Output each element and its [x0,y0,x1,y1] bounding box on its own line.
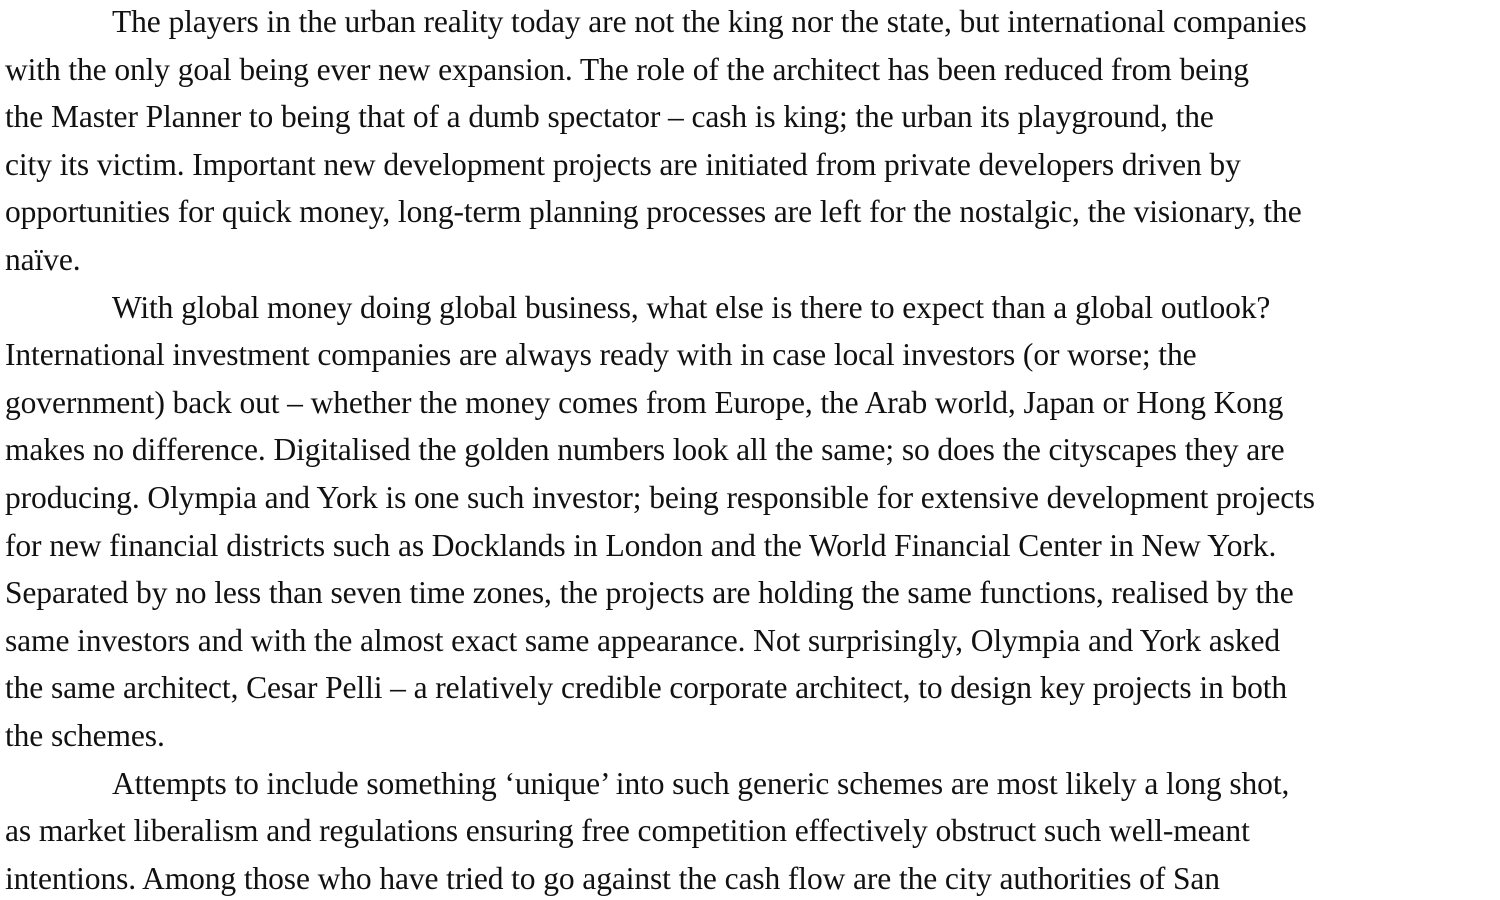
text-line: makes no difference. Digitalised the golden numbers look all the same; so does the cityscapes they are [5,432,1285,468]
text-line: With global money doing global business, what else is there to expect than a global outlook? [112,289,1271,325]
text-line: Attempts to include something ‘unique’ into such generic schemes are most likely a long shot, [112,765,1290,801]
text-line: city its victim. Important new development projects are initiated from private developers driven by [5,146,1241,182]
text-line: the Master Planner to being that of a dumb spectator – cash is king; the urban its playground, the [5,99,1214,135]
text-line: opportunities for quick money, long-term planning processes are left for the nostalgic, the visionary, the [5,194,1302,230]
text-line: intentions. Among those who have tried to go against the cash flow are the city authorities of San [5,860,1220,896]
text-line: the same architect, Cesar Pelli – a relatively credible corporate architect, to design key projects in both [5,670,1288,706]
text-line: same investors and with the almost exact same appearance. Not surprisingly, Olympia and York asked [5,622,1280,658]
text-line: for new financial districts such as Docklands in London and the World Financial Center in New York. [5,527,1277,563]
text-line: with the only goal being ever new expansion. The role of the architect has been reduced from being [5,51,1249,87]
text-line: naïve. [5,242,81,277]
text-line: Separated by no less than seven time zones, the projects are holding the same functions, realised by the [5,575,1294,611]
text-line: the schemes. [5,718,165,753]
text-line: government) back out – whether the money comes from Europe, the Arab world, Japan or Hong Kong [5,384,1284,420]
text-line: International investment companies are always ready with in case local investors (or worse; the [5,337,1197,373]
text-line: producing. Olympia and York is one such investor; being responsible for extensive development projects [5,480,1315,515]
text-line: The players in the urban reality today are not the king nor the state, but international companies [112,4,1307,39]
text-line: as market liberalism and regulations ensuring free competition effectively obstruct such well-meant [5,813,1250,849]
